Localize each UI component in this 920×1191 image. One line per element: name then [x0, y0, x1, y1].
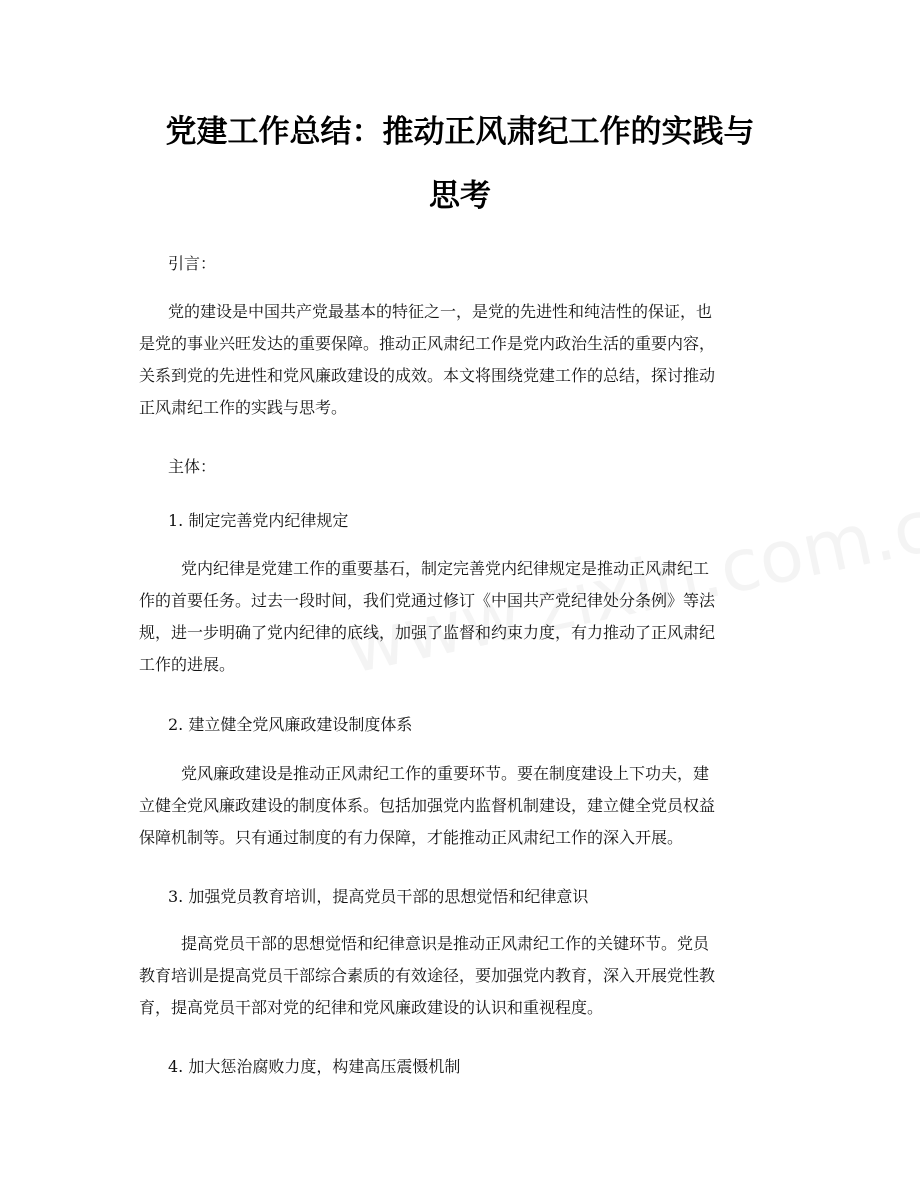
- paragraph-line: 立健全党风廉政建设的制度体系。包括加强党内监督机制建设，建立健全党员权益: [139, 796, 716, 815]
- document-title-line-2: 思考: [429, 178, 491, 214]
- document-title-line-1: 党建工作总结：推动正风肃纪工作的实践与: [165, 114, 755, 150]
- section-paragraph-1: [139, 553, 789, 681]
- paragraph-line: 育，提高党员干部对党的纪律和党风廉政建设的认识和重视程度。: [139, 998, 604, 1017]
- section-paragraph-2: [139, 758, 789, 854]
- section-paragraph-3: [139, 928, 789, 1024]
- paragraph-line: 教育培训是提高党员干部综合素质的有效途径，要加强党内教育，深入开展党性教: [139, 966, 716, 985]
- intro-paragraph: [139, 296, 789, 424]
- body-label: 主体：: [168, 457, 217, 476]
- paragraph-line: 规，进一步明确了党内纪律的底线，加强了监督和约束力度，有力推动了正风肃纪: [139, 623, 716, 642]
- paragraph-line: 党内纪律是党建工作的重要基石，制定完善党内纪律规定是推动正风肃纪工: [181, 559, 710, 578]
- section-heading-3: 3. 加强党员教育培训，提高党员干部的思想觉悟和纪律意识: [168, 887, 589, 906]
- paragraph-line: 提高党员干部的思想觉悟和纪律意识是推动正风肃纪工作的关键环节。党员: [181, 934, 710, 953]
- paragraph-line: 是党的事业兴旺发达的重要保障。推动正风肃纪工作是党内政治生活的重要内容，: [139, 334, 716, 353]
- section-heading-1: 1. 制定完善党内纪律规定: [168, 511, 349, 530]
- paragraph-line: 作的首要任务。过去一段时间，我们党通过修订《中国共产党纪律处分条例》等法: [139, 591, 716, 610]
- section-heading-2: 2. 建立健全党风廉政建设制度体系: [168, 715, 413, 734]
- paragraph-line: 工作的进展。: [139, 655, 236, 674]
- paragraph-line: 保障机制等。只有通过制度的有力保障，才能推动正风肃纪工作的深入开展。: [139, 828, 684, 847]
- paragraph-line: 党风廉政建设是推动正风肃纪工作的重要环节。要在制度建设上下功夫，建: [181, 764, 710, 783]
- paragraph-line: 党的建设是中国共产党最基本的特征之一，是党的先进性和纯洁性的保证，也: [168, 302, 713, 321]
- intro-label: 引言：: [168, 254, 217, 273]
- paragraph-line: 正风肃纪工作的实践与思考。: [139, 398, 348, 417]
- section-heading-4: 4. 加大惩治腐败力度，构建高压震慑机制: [168, 1057, 461, 1076]
- paragraph-line: 关系到党的先进性和党风廉政建设的成效。本文将围绕党建工作的总结，探讨推动: [139, 366, 716, 385]
